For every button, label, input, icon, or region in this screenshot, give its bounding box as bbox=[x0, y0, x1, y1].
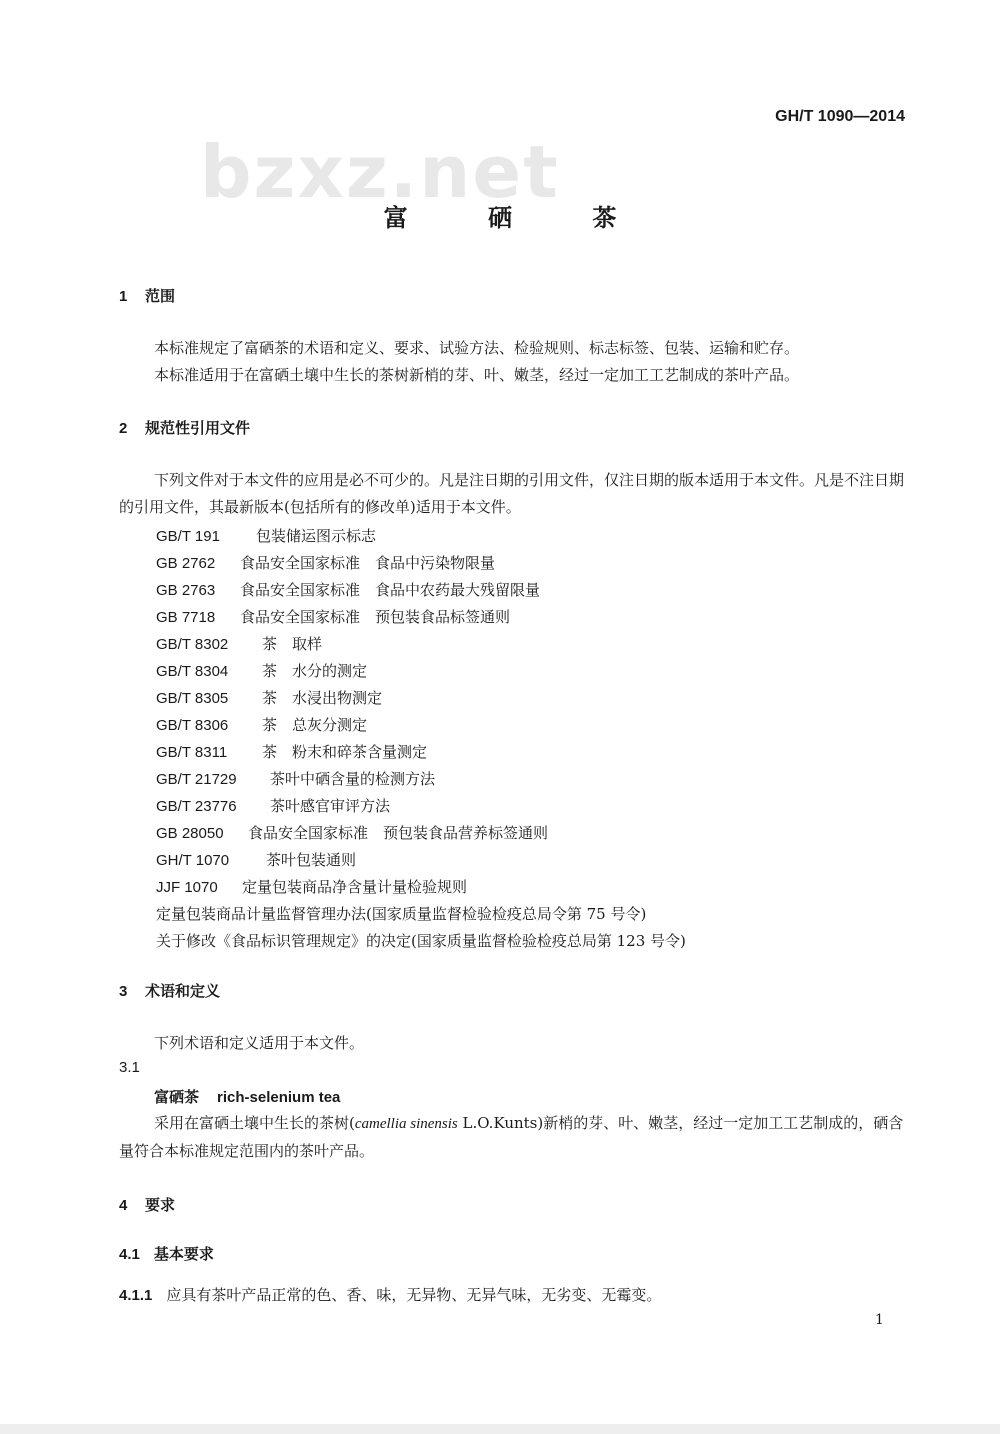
scope-paragraph-2: 本标准适用于在富硒土壤中生长的茶树新梢的芽、叶、嫩茎，经过一定加工工艺制成的茶叶产品。 bbox=[154, 366, 800, 384]
reference-item bbox=[156, 660, 367, 681]
reference-code: JJF 1070 bbox=[156, 879, 218, 896]
scientific-name: camellia sinensis bbox=[354, 1116, 458, 1132]
reference-code: GB 2762 bbox=[156, 555, 216, 572]
reference-regulation-75: 定量包装商品计量监督管理办法(国家质量监督检验检疫总局令第 75 号令) bbox=[156, 905, 647, 923]
reference-title: 茶叶包装通则 bbox=[266, 851, 357, 869]
reference-title: 包装储运图示标志 bbox=[256, 527, 377, 545]
subsection-number: 4.1 bbox=[119, 1246, 140, 1263]
section-number: 2 bbox=[119, 420, 128, 437]
section-2-heading bbox=[119, 417, 250, 438]
standard-code: GH/T 1090—2014 bbox=[775, 108, 905, 125]
reference-item bbox=[156, 768, 435, 789]
reference-item bbox=[156, 525, 376, 546]
reference-code: GB/T 8305 bbox=[156, 690, 229, 707]
reference-code: GB/T 8311 bbox=[156, 744, 228, 761]
reference-code: GB/T 8306 bbox=[156, 717, 229, 734]
term-definition bbox=[119, 1110, 909, 1165]
reference-title: 茶 总灰分测定 bbox=[262, 716, 368, 734]
clause-text: 应具有茶叶产品正常的色、香、味，无异物、无异气味，无劣变、无霉变。 bbox=[166, 1286, 662, 1304]
reference-code: GB 7718 bbox=[156, 609, 216, 626]
reference-title: 食品安全国家标准 预包装食品标签通则 bbox=[240, 608, 511, 626]
reference-item bbox=[156, 876, 467, 897]
reference-title: 食品安全国家标准 食品中农药最大残留限量 bbox=[240, 581, 541, 599]
reference-code: GB/T 8304 bbox=[156, 663, 229, 680]
reference-code: GB/T 191 bbox=[156, 528, 220, 545]
reference-item bbox=[156, 714, 367, 735]
reference-code: GB 28050 bbox=[156, 825, 224, 842]
section-3-heading bbox=[119, 980, 220, 1001]
subsection-title: 基本要求 bbox=[153, 1245, 214, 1263]
reference-item bbox=[156, 741, 427, 762]
reference-title: 茶 取样 bbox=[262, 635, 323, 653]
reference-code: GB/T 21729 bbox=[156, 771, 237, 788]
page-title: 富 硒 茶 bbox=[383, 204, 653, 232]
bottom-bar bbox=[0, 1424, 1000, 1434]
term-chinese: 富硒茶 bbox=[154, 1088, 200, 1106]
reference-item bbox=[156, 687, 382, 708]
section-title: 范围 bbox=[145, 287, 176, 305]
scope-paragraph-1: 本标准规定了富硒茶的术语和定义、要求、试验方法、检验规则、标志标签、包装、运输和贮存。 bbox=[154, 339, 800, 357]
reference-item bbox=[156, 822, 548, 843]
term-entry bbox=[154, 1086, 340, 1107]
definition-text-suffix: L.O.Kunts)新梢的芽、叶、嫩茎，经过一定加工工艺制成的，硒含量符合本标准规定范围内的茶叶产品。 bbox=[119, 1114, 904, 1160]
reference-item bbox=[156, 579, 540, 600]
reference-title: 茶叶中硒含量的检测方法 bbox=[270, 770, 436, 788]
terms-intro: 下列术语和定义适用于本文件。 bbox=[154, 1034, 365, 1052]
reference-title: 食品安全国家标准 预包装食品营养标签通则 bbox=[248, 824, 549, 842]
section-number: 4 bbox=[119, 1197, 128, 1214]
reference-title: 食品安全国家标准 食品中污染物限量 bbox=[240, 554, 496, 572]
page-number: 1 bbox=[875, 1312, 884, 1328]
section-4-heading bbox=[119, 1194, 175, 1215]
term-number: 3.1 bbox=[119, 1059, 140, 1076]
clause-4-1-1 bbox=[119, 1284, 661, 1305]
reference-code: GH/T 1070 bbox=[156, 852, 230, 869]
reference-item bbox=[156, 795, 390, 816]
reference-regulation-123: 关于修改《食品标识管理规定》的决定(国家质量监督检验检疫总局第 123 号令) bbox=[156, 932, 686, 950]
watermark: bzxz.net bbox=[200, 130, 560, 214]
subsection-4-1-heading bbox=[119, 1243, 214, 1264]
reference-title: 茶叶感官审评方法 bbox=[270, 797, 391, 815]
reference-title: 茶 水浸出物测定 bbox=[262, 689, 383, 707]
reference-item bbox=[156, 849, 356, 870]
definition-text-prefix: 采用在富硒土壤中生长的茶树( bbox=[154, 1114, 355, 1132]
section-1-heading bbox=[119, 285, 175, 306]
reference-title: 茶 水分的测定 bbox=[262, 662, 368, 680]
term-english: rich-selenium tea bbox=[217, 1089, 341, 1106]
reference-item bbox=[156, 606, 510, 627]
section-title: 规范性引用文件 bbox=[145, 419, 251, 437]
reference-code: GB/T 23776 bbox=[156, 798, 237, 815]
section-number: 3 bbox=[119, 983, 128, 1000]
reference-item bbox=[156, 633, 322, 654]
section-number: 1 bbox=[119, 288, 128, 305]
reference-title: 茶 粉末和碎茶含量测定 bbox=[262, 743, 428, 761]
clause-number: 4.1.1 bbox=[119, 1287, 153, 1304]
normative-intro: 下列文件对于本文件的应用是必不可少的。凡是注日期的引用文件，仅注日期的版本适用于本文件。凡是不注日期的引用文件，其最新版本(包括所有的修改单)适用于本文件。 bbox=[119, 471, 905, 516]
reference-title: 定量包装商品净含量计量检验规则 bbox=[242, 878, 468, 896]
reference-item bbox=[156, 552, 495, 573]
section-title: 术语和定义 bbox=[145, 982, 221, 1000]
section-title: 要求 bbox=[145, 1196, 176, 1214]
reference-code: GB/T 8302 bbox=[156, 636, 229, 653]
reference-code: GB 2763 bbox=[156, 582, 216, 599]
